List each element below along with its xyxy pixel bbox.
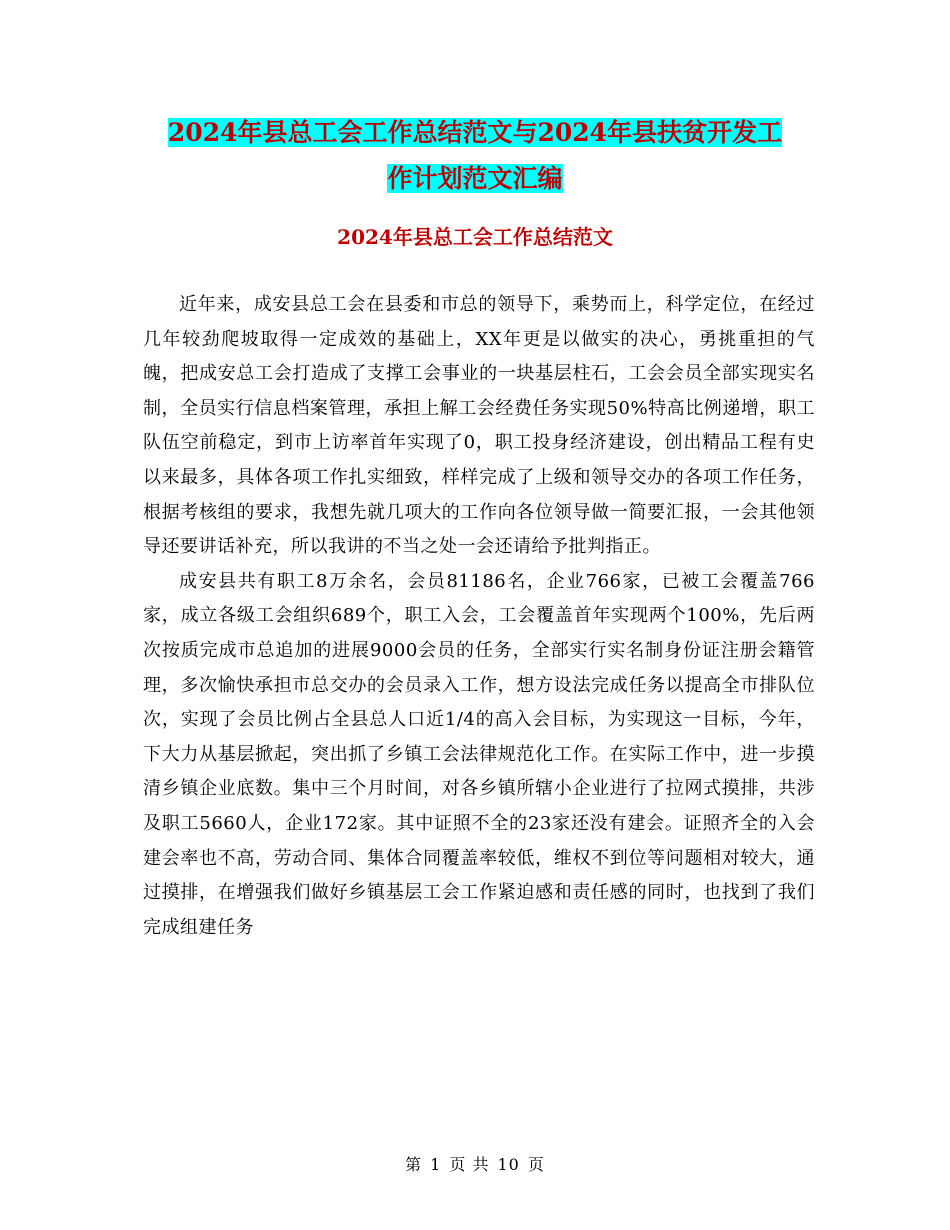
footer-page-number: 1 xyxy=(430,1155,442,1174)
footer-total-pages: 10 xyxy=(497,1155,520,1174)
page-footer xyxy=(0,1153,950,1177)
footer-suffix: 页 xyxy=(527,1155,545,1174)
paragraph-2: 成安县共有职工8万余名，会员81186名，企业766家，已被工会覆盖766家，成立各级工会组织689个，职工入会，工会覆盖首年实现两个100%，先后两次按质完成市总追加的进展9000会员的任务，全部实行实名制身份证注册会籍管理，多次愉快承担市总交办的会员录入工作，想方设法完成任务以提高全市排队位次，实现了会员比例占全县总人口近1/4的高入会目标，为实现这一目标，今年，下大力从基层掀起，突出抓了乡镇工会法律规范化工作。在实际工作中，进一步摸清乡镇企业底数。集中三个月时间，对各乡镇所辖小企业进行了拉网式摸排，共涉及职工5660人，企业172家。其中证照不全的23家还没有建会。证照齐全的入会建会率也不高，劳动合同、集体合同覆盖率较低，维权不到位等问题相对较大，通过摸排，在增强我们做好乡镇基层工会工作紧迫感和责任感的同时，也找到了我们完成组建任务 xyxy=(143,570,815,938)
document-title-line2: 作计划范文汇编 xyxy=(387,164,563,193)
document-title xyxy=(0,110,950,202)
footer-prefix: 第 xyxy=(405,1155,423,1174)
body-text xyxy=(143,288,815,945)
document-title-line1: 2024年县总工会工作总结范文与2024年县扶贫开发工 xyxy=(167,118,783,147)
paragraph-1: 近年来，成安县总工会在县委和市总的领导下，乘势而上，科学定位，在经过几年较劲爬坡取得一定成效的基础上，XX年更是以做实的决心，勇挑重担的气魄，把成安总工会打造成了支撑工会事业的一块基层柱石，工会会员全部实现实名制，全员实行信息档案管理，承担上解工会经费任务实现50%特高比例递增，职工队伍空前稳定，到市上访率首年实现了0，职工投身经济建设，创出精品工程有史以来最多，具体各项工作扎实细致，样样完成了上级和领导交办的各项工作任务，根据考核组的要求，我想先就几项大的工作向各位领导做一简要汇报，一会其他领导还要讲话补充，所以我讲的不当之处一会还请给予批判指正。 xyxy=(143,294,815,558)
footer-middle: 页 共 xyxy=(449,1155,490,1174)
section-heading: 2024年县总工会工作总结范文 xyxy=(337,225,613,249)
